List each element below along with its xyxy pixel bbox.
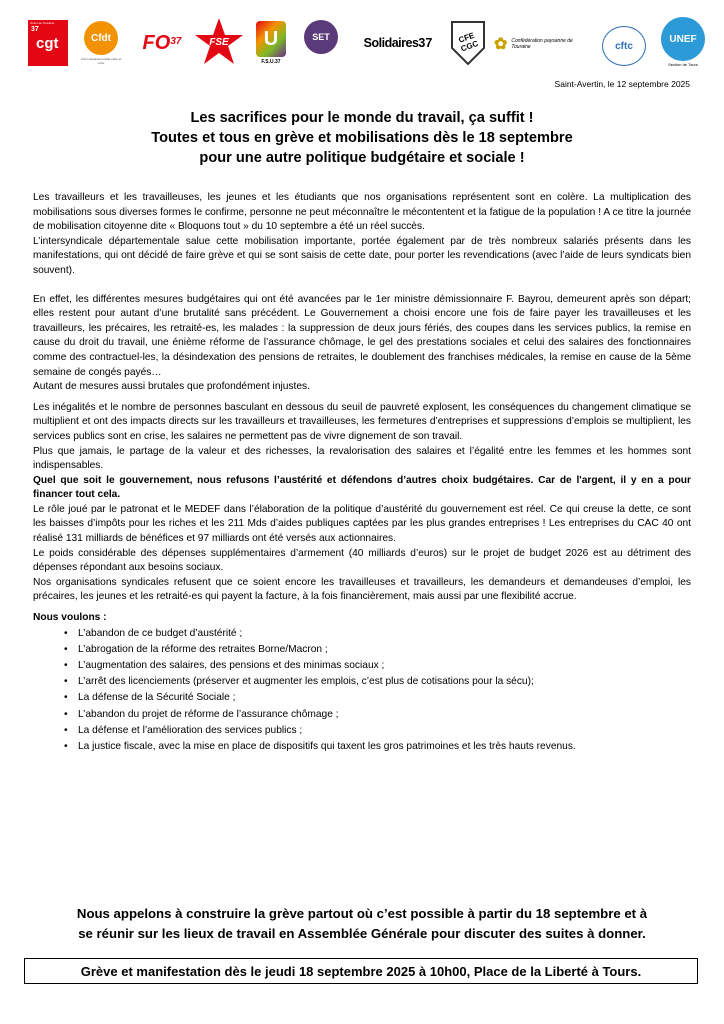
list-item: • L’abandon du projet de réforme de l’assurance chômage ; (33, 707, 691, 723)
bullet-icon: • (64, 741, 68, 753)
cfdt-logo-name: Cfdt (91, 32, 111, 44)
set-logo (304, 20, 338, 54)
fo-logo-name: FO (142, 31, 171, 54)
paragraph: L’intersyndicale départementale salue cette mobilisation importante, portée également par de très nombreux salariés présents dans les manifestations, qui ont décidé de faire grève et qui se sont saisis de cette date, pour porter les revendications (avec l’aide de leurs syndicats bien souvent). (33, 235, 691, 276)
call-line: Nous appelons à construire la grève partout où c’est possible à partir du 18 septembre et à (76, 906, 648, 921)
solidaires-logo-num: 37 (418, 36, 433, 50)
paysanne-logo (494, 30, 584, 58)
document-date: Saint-Avertin, le 12 septembre 2025 (554, 79, 690, 89)
list-item: • La justice fiscale, avec la mise en place de dispositifs qui taxent les gros patrimoines et les très hauts revenus. (33, 739, 691, 755)
unef-logo-sub: Section de Tours (668, 62, 698, 67)
cftc-logo-name: cftc (615, 40, 633, 52)
solidaires-logo-name: Solidaires (363, 36, 419, 50)
bullet-icon: • (64, 692, 68, 704)
title-line: Toutes et tous en grève et mobilisations dès le 18 septembre (151, 130, 573, 146)
call-to-action (30, 904, 694, 944)
list-item: • L’abrogation de la réforme des retraites Borne/Macron ; (33, 642, 691, 658)
list-item: • L’augmentation des salaires, des pensions et des minimas sociaux ; (33, 658, 691, 674)
demands-list (33, 626, 691, 756)
logo-bar (28, 14, 708, 70)
paragraph: Les inégalités et le nombre de personnes basculant en dessous du seuil de pauvreté explosent, les conséquences du changement climatique se multiplient et ont des impacts directs sur les travailleurs et travailleuses, les fermetures d’entreprises et suppressions d’emplois se multiplient, les services publics sont en crise, les salaires ne permettent pas de vivre dignement de son travail. (33, 401, 691, 442)
cgt-logo-num: 37 (31, 26, 39, 33)
fsu-logo-sub: F.S.U.37 (261, 59, 281, 65)
cfdt-logo-sub: Union départementale Indre et Loire (80, 57, 122, 65)
unef-logo (660, 14, 706, 70)
title-line: pour une autre politique budgétaire et sociale ! (199, 150, 525, 166)
call-line: se réunir sur les lieux de travail en Assemblée Générale pour discuter des suites à donner. (78, 926, 646, 941)
document-body (33, 191, 691, 755)
fse-logo (194, 16, 244, 68)
demands-heading: Nous voulons : (33, 612, 107, 624)
fse-logo-name: FSE (209, 36, 229, 48)
unef-logo-name: UNEF (669, 33, 697, 45)
fsu-logo-name: U (263, 27, 279, 50)
list-item: • La défense de la Sécurité Sociale ; (33, 690, 691, 706)
paragraph: Les travailleurs et les travailleuses, les jeunes et les étudiants que nos organisations représentent sont en colère. La multiplication des mobilisations sous diverses formes le confirme, personne ne peut méconnaître le mécontentent et la fatigue de la population ! A ce titre la journée de mobilisation citoyenne dite « Bloquons tout » du 10 septembre a été un réel succès. (33, 192, 691, 233)
paragraph-emphasis: Quel que soit le gouvernement, nous refusons l’austérité et défendons d’autres choix budgétaires. Car de l'argent, il y en a pour financer tout cela. (33, 474, 691, 501)
list-item: • L’arrêt des licenciements (préserver et augmenter les emplois, c’est plus de cotisations pour la sécu); (33, 674, 691, 690)
bullet-icon: • (64, 724, 68, 736)
paragraph: Autant de mesures aussi brutales que profondément injustes. (33, 381, 310, 393)
bullet-icon: • (64, 627, 68, 639)
bullet-icon: • (64, 708, 68, 720)
fsu-logo (254, 18, 288, 68)
cftc-logo (602, 26, 646, 66)
paragraph: Le poids considérable des dépenses supplémentaires d’armement (40 milliards d’euros) sur le projet de budget 2026 est au détriment des dépenses répondant aux besoins sociaux. (33, 547, 691, 574)
bullet-icon: • (64, 660, 68, 672)
title-line: Les sacrifices pour le monde du travail, ça suffit ! (190, 110, 534, 126)
cfdt-logo (78, 18, 124, 68)
event-banner: Grève et manifestation dès le jeudi 18 septembre 2025 à 10h00, Place de la Liberté à Tours. (24, 958, 698, 984)
bullet-icon: • (64, 643, 68, 655)
bullet-icon: • (64, 676, 68, 688)
list-item: • La défense et l’amélioration des services publics ; (33, 723, 691, 739)
cfecgc-logo-name: CFE CGC (457, 30, 480, 54)
paysanne-logo-name: Confédération paysanne de Touraine (511, 38, 573, 50)
set-logo-name: SET (312, 32, 330, 42)
cgt-logo-name: cgt (36, 35, 59, 52)
wheat-icon: ✿ (494, 36, 508, 53)
cfecgc-logo (448, 18, 488, 66)
fo-logo-num: 37 (170, 35, 182, 47)
document-title (40, 108, 684, 168)
list-item: • L’abandon de ce budget d’austérité ; (33, 626, 691, 642)
cgt-logo (28, 20, 68, 66)
paragraph: Le rôle joué par le patronat et le MEDEF dans l’élaboration de la politique d’austérité du gouvernement est réel. Ce qui creuse la dette, ce sont les baisses d’impôts pour les riches et les 211 Mds d’aides publiques captées par les plus grandes entreprises ! Les entreprises du CAC 40 ont réalisé 131 milliards de bénéfices et 97 milliards ont été versés aux actionnaires. (33, 503, 691, 545)
fo-logo (140, 22, 184, 64)
paragraph: Plus que jamais, le partage de la valeur et des richesses, la revalorisation des salaires et l’égalité entre les femmes et les hommes sont indispensables. (33, 445, 691, 472)
solidaires-logo (354, 32, 442, 54)
paragraph: Nos organisations syndicales refusent que ce soient encore les travailleuses et travailleurs, les demandeurs et demandeuses d’emploi, les précaires, les jeunes et les retraité-es qui payent la facture, à la fois financièrement, mais aussi par une flexibilité accrue. (33, 576, 691, 603)
paragraph: En effet, les différentes mesures budgétaires qui ont été avancées par le 1er ministre démissionnaire F. Bayrou, demeurent après son départ; elles restent pour autant d’une brutalité sans précédent. Le Gouvernement a choisi encore une fois de faire payer les travailleuses et les travailleurs, les précaires, les retraité-es, les malades : la suppression de deux jours fériés, des coupes dans les services publics, la remise en cause du droit du travail, une énième réforme de l’assurance chômage, le gel des prestations sociales et celui des salaires des fonctionnaires comme des contractuel-les, la désindexation des pensions de retraites, le doublement des franchises médicales, la remise en cause de la 5ème semaine de congés payés… (33, 293, 691, 378)
cgt-logo-top: Union de Touraine (30, 21, 55, 25)
